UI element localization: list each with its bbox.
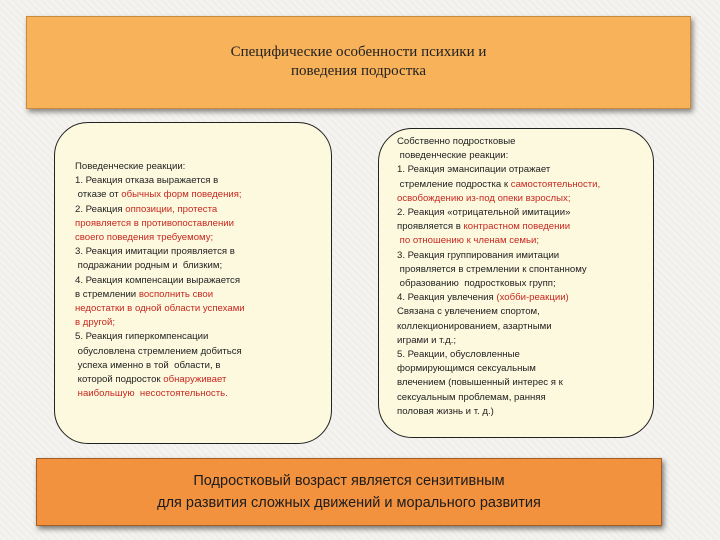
panel-text-line — [397, 234, 643, 248]
line-text: поведенческие реакции: — [397, 150, 509, 162]
panel-text-line — [75, 345, 321, 359]
highlighted-text: восполнить свои — [138, 288, 214, 300]
title-line-1: Специфические особенности психики и — [230, 43, 487, 60]
line-text: 2. Реакция «отрицательной имитации» — [397, 207, 571, 219]
panel-text-line — [75, 245, 321, 259]
line-text: проявляется в стремлении к спонтанному — [397, 263, 587, 275]
highlighted-text: наибольшую несостоятельность. — [77, 388, 228, 400]
panel-text-line — [397, 391, 643, 405]
panel-text-line — [397, 334, 643, 348]
line-text: проявляется в — [397, 221, 464, 233]
line-text: 3. Реакция группирования имитации — [397, 249, 560, 261]
panel-text-line — [75, 302, 321, 316]
highlighted-text: проявляется в противопоставлении — [75, 217, 234, 229]
panel-text-line — [397, 206, 643, 220]
line-text: половая жизнь и т. д.) — [397, 405, 494, 417]
panel-text-line — [75, 330, 321, 344]
line-text: обусловлена стремлением добиться — [75, 345, 242, 357]
line-text: отказе от — [75, 189, 122, 201]
highlighted-text: обычных форм поведения; — [121, 189, 242, 201]
line-text: Связана с увлечением спортом, — [397, 306, 540, 318]
panel-text-line — [75, 274, 321, 288]
panel-text-line — [397, 135, 643, 149]
panel-text-line — [75, 217, 321, 231]
line-text: 5. Реакция гиперкомпенсации — [75, 331, 209, 343]
highlighted-text: по отношению к членам семьи; — [399, 235, 540, 247]
line-text: образованию подростковых групп; — [397, 278, 556, 290]
line-text: 4. Реакция увлечения — [397, 292, 497, 304]
line-text: 5. Реакции, обусловленные — [397, 349, 520, 361]
panel-text-line — [75, 387, 321, 401]
line-text: 1. Реакция отказа выражается в — [75, 175, 219, 187]
panel-text-line — [397, 291, 643, 305]
panel-text-line — [75, 373, 321, 387]
panel-text-line — [397, 263, 643, 277]
panel-text-line — [75, 174, 321, 188]
line-text: которой подросток — [75, 374, 164, 386]
highlighted-text: своего поведения требуемому; — [75, 232, 214, 244]
panel-text-line — [397, 348, 643, 362]
line-text: в стремлении — [75, 288, 139, 300]
highlighted-text: обнаруживает — [163, 374, 227, 386]
panel-text-line — [397, 220, 643, 234]
panel-text-line — [75, 231, 321, 245]
panel-text-line — [75, 316, 321, 330]
highlighted-text: контрастном поведении — [463, 221, 571, 233]
line-text: Собственно подростковые — [397, 136, 516, 147]
highlighted-text: оппозиции, протеста — [125, 203, 218, 215]
adolescent-reactions-panel — [378, 128, 654, 438]
highlighted-text: освобождению из-под опеки взрослых; — [397, 192, 571, 204]
line-text: подражании родным и близким; — [75, 260, 223, 272]
line-text: Поведенческие реакции: — [75, 161, 186, 172]
line-text: 1. Реакция эмансипации отражает — [397, 164, 551, 176]
line-text: 2. Реакция — [75, 203, 126, 215]
slide-title — [231, 43, 487, 81]
title-box — [26, 16, 691, 109]
panel-text-line — [397, 362, 643, 376]
panel-text-line — [397, 277, 643, 291]
panel-text-line — [75, 359, 321, 373]
line-text: играми и т.д.; — [397, 334, 457, 346]
panel-text-line — [397, 163, 643, 177]
line-text: коллекционированием, азартными — [397, 320, 552, 332]
highlighted-text: (хобби-реакции) — [496, 292, 569, 304]
highlighted-text: самостоятельности, — [510, 178, 601, 190]
line-text: формирующимся сексуальным — [397, 363, 536, 375]
highlighted-text: недостатки в одной области успехами — [75, 303, 245, 315]
panel-text-line — [75, 160, 321, 174]
panel-text-line — [397, 149, 643, 163]
panel-text-line — [397, 305, 643, 319]
panel-text-line — [75, 259, 321, 273]
behavioral-reactions-panel — [54, 122, 332, 444]
panel-text-line — [397, 405, 643, 419]
title-line-2: поведения подростка — [290, 62, 426, 79]
panel-text-line — [397, 178, 643, 192]
conclusion-banner — [36, 458, 662, 526]
line-text: влечением (повышенный интерес я к — [397, 377, 563, 389]
panel-text-line — [397, 376, 643, 390]
banner-line-1: Подростковый возраст является сензитивным — [193, 473, 505, 489]
panel-text-line — [75, 188, 321, 202]
panel-text-line — [75, 203, 321, 217]
line-text: 4. Реакция компенсации выражается — [75, 274, 241, 286]
panel-text-line — [397, 249, 643, 263]
panel-text-line — [75, 288, 321, 302]
line-text: 3. Реакция имитации проявляется в — [75, 246, 235, 258]
banner-line-2: для развития сложных движений и морального развития — [157, 495, 541, 511]
line-text: успеха именно в той области, в — [75, 359, 221, 371]
line-text: сексуальным проблемам, ранняя — [397, 391, 546, 403]
panel-text-line — [397, 192, 643, 206]
panel-text-line — [397, 320, 643, 334]
line-text: стремление подростка к — [397, 178, 511, 190]
highlighted-text: в другой; — [75, 317, 116, 329]
